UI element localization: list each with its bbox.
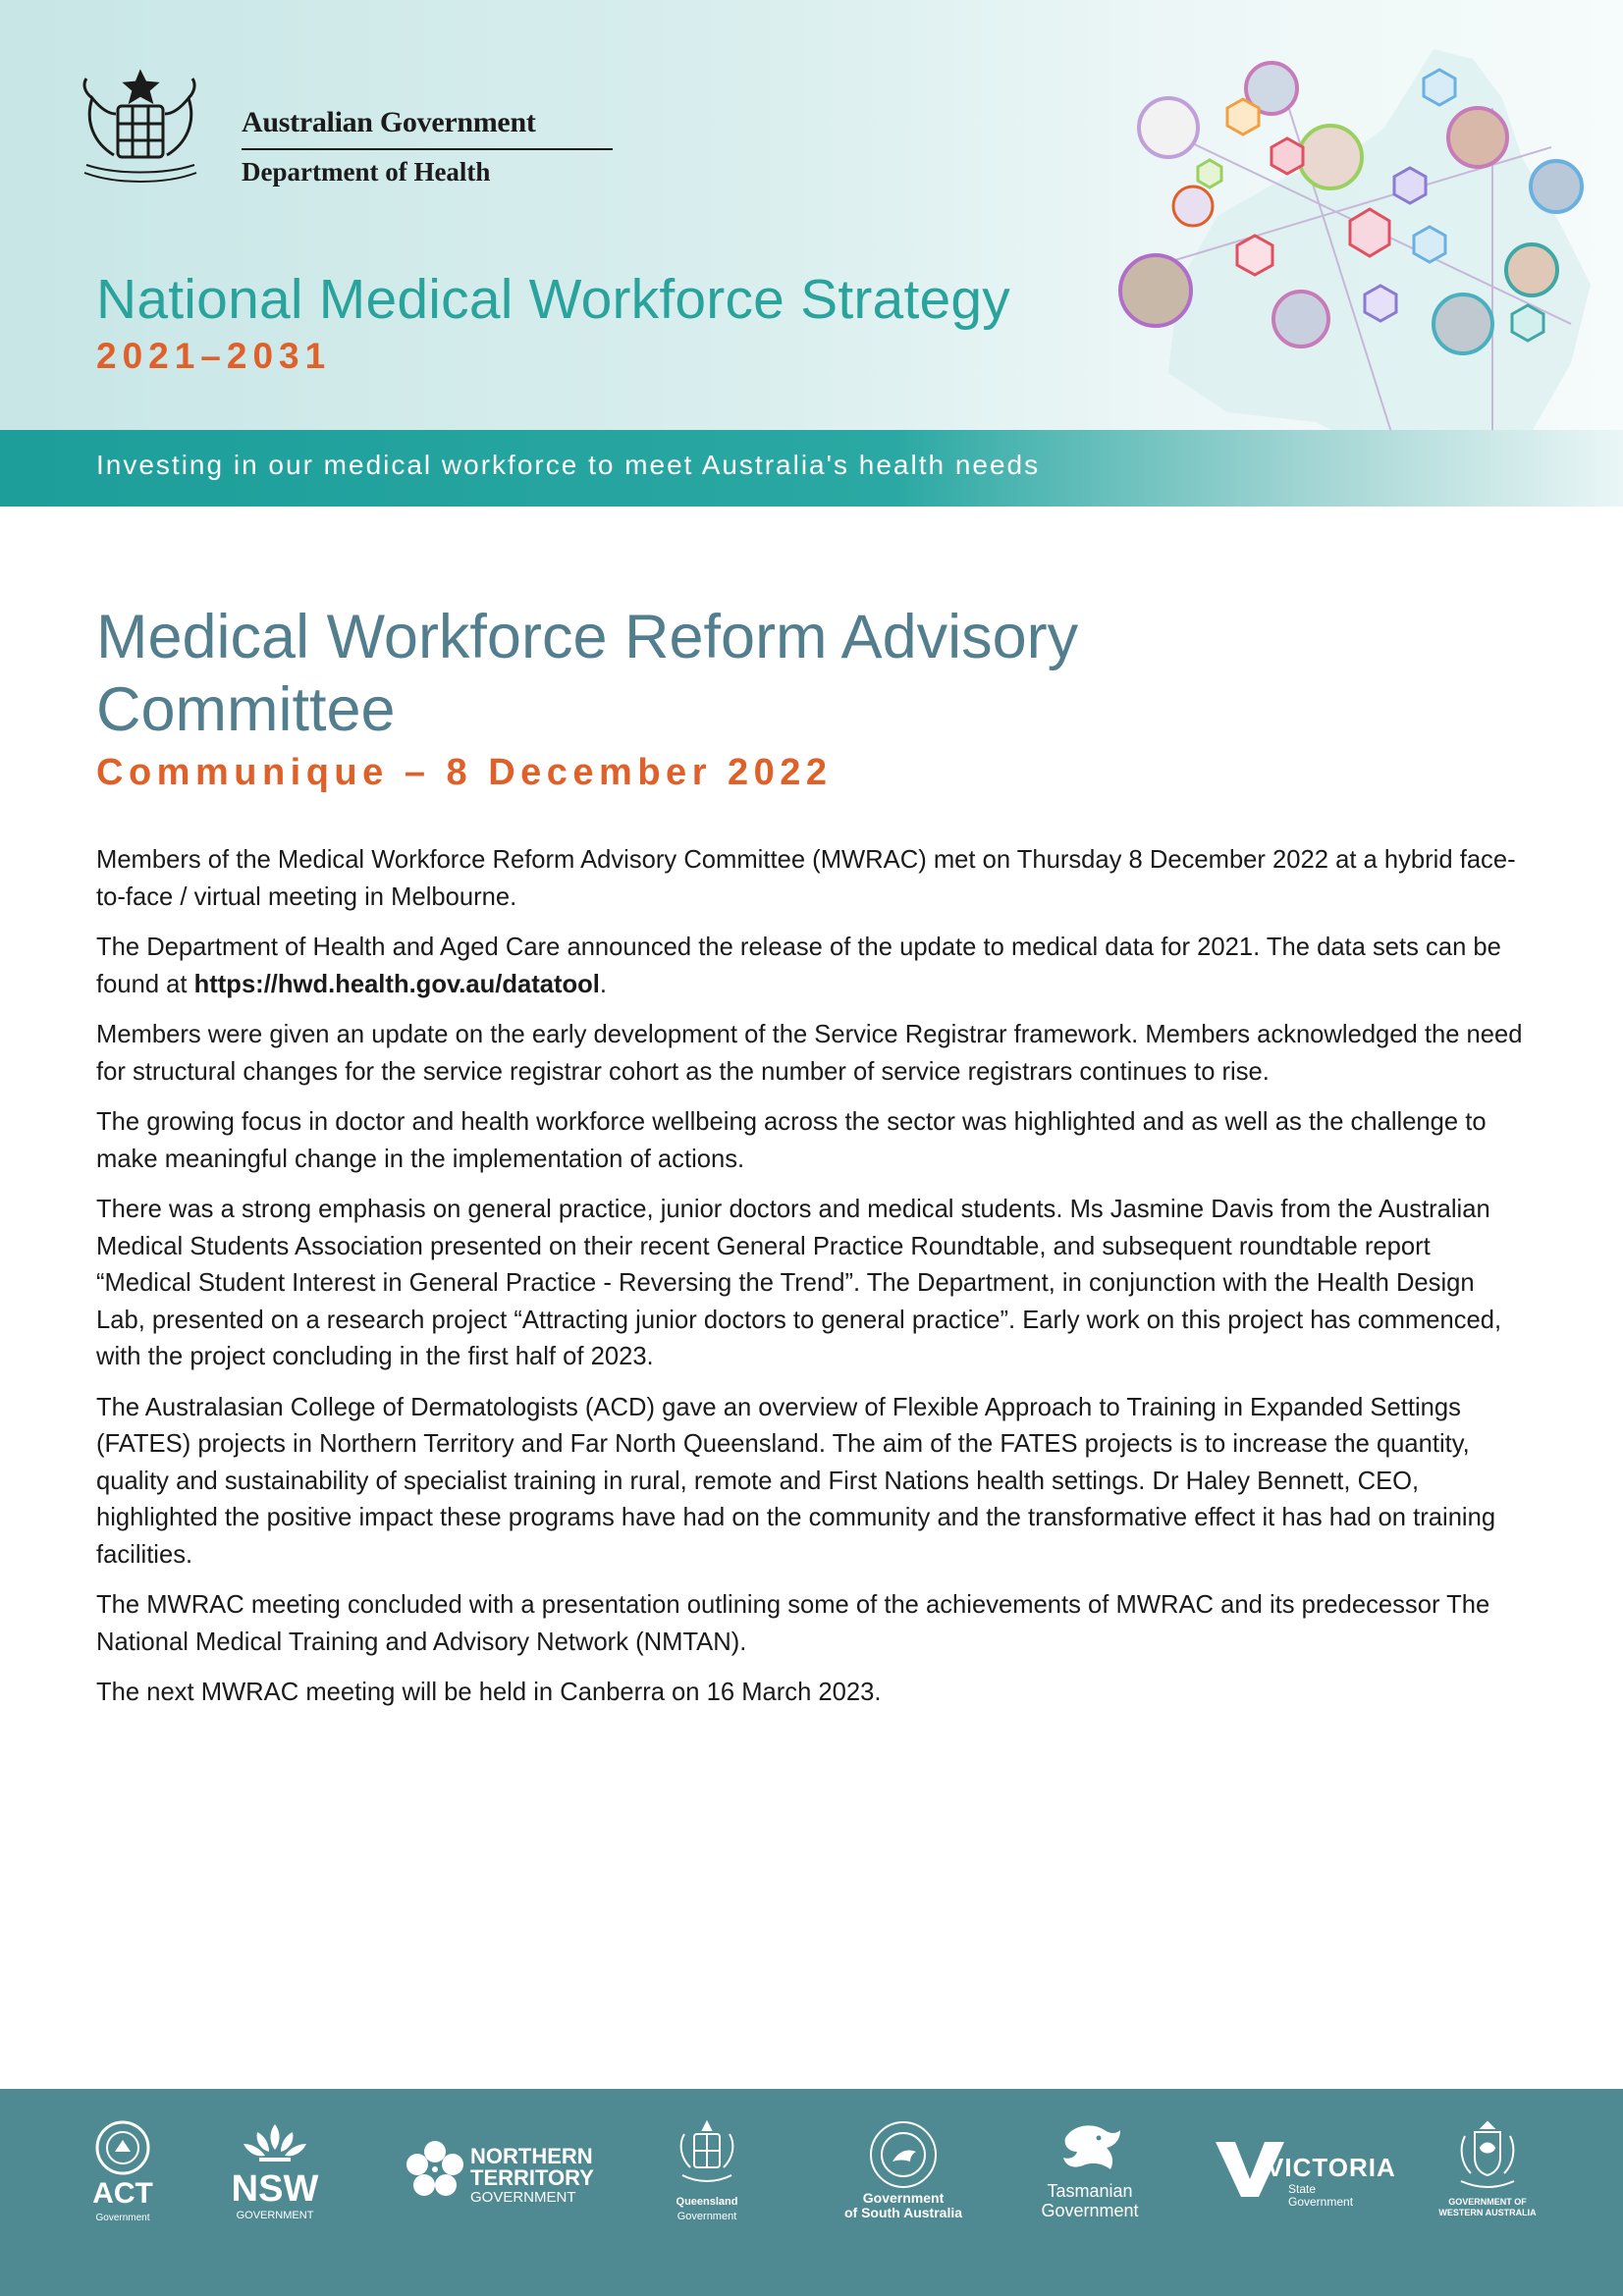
- nt-label-2: TERRITORY: [470, 2165, 594, 2190]
- divider: [242, 148, 613, 150]
- qld-government-logo: [648, 2118, 766, 2266]
- nt-government-logo: [398, 2118, 604, 2266]
- waratah-icon: [236, 2118, 314, 2169]
- communique-body: [96, 842, 1530, 1726]
- vic-sublabel-2: Government: [1288, 2195, 1354, 2209]
- document-subtitle: Communique – 8 December 2022: [96, 752, 833, 793]
- tagline: Investing in our medical workforce to meet Australia's health needs: [96, 450, 1041, 480]
- paragraph: Members were given an update on the early development of the Service Registrar framework. Members acknowledged the need for structural changes for the service registrar cohort as the number of service registrars continues to rise.: [96, 1021, 1523, 1086]
- paragraph-text-end: .: [599, 970, 608, 998]
- act-crest-icon: [93, 2118, 152, 2177]
- paragraph: The MWRAC meeting concluded with a presentation outlining some of the achievements of MWRAC and its predecessor The National Medical Training and Advisory Network (NMTAN).: [96, 1591, 1490, 1656]
- paragraph: The growing focus in doctor and health workforce wellbeing across the sector was highlighted and as well as the challenge to make meaningful change in the implementation of actions.: [96, 1108, 1487, 1173]
- nt-label-3: GOVERNMENT: [470, 2189, 576, 2206]
- wa-label-1: GOVERNMENT OF: [1448, 2197, 1527, 2207]
- tagline-bar: [0, 430, 1623, 507]
- desert-rose-icon: [404, 2138, 466, 2201]
- coat-of-arms-icon: [67, 65, 214, 194]
- tasmanian-devil-icon: [1055, 2118, 1124, 2181]
- tas-label-2: Government: [1041, 2201, 1139, 2220]
- act-government-logo: [69, 2118, 177, 2266]
- vic-label: VICTORIA: [1267, 2153, 1396, 2182]
- act-label: ACT: [92, 2177, 153, 2210]
- paragraph-text: The Department of Health and Aged Care announced the release of the update to medical data for 2021. The data sets can be found at: [96, 934, 1501, 998]
- government-branding: [67, 65, 558, 194]
- datatool-link[interactable]: https://hwd.health.gov.au/datatool: [193, 970, 600, 998]
- tas-government-logo: [1031, 2118, 1149, 2266]
- department-name: Department of Health: [242, 157, 491, 187]
- piping-shrike-icon: [867, 2118, 940, 2191]
- sa-label-1: Government: [862, 2190, 945, 2206]
- header-banner: [0, 0, 1623, 430]
- document-title: Medical Workforce Reform Advisory Committee: [96, 603, 1079, 744]
- tas-label-1: Tasmanian: [1047, 2181, 1133, 2201]
- qld-crest-icon: [673, 2118, 741, 2195]
- nsw-government-logo: [216, 2118, 334, 2266]
- wa-crest-icon: [1451, 2118, 1524, 2197]
- sa-government-logo: [830, 2118, 977, 2266]
- paragraph: Members of the Medical Workforce Reform Advisory Committee (MWRAC) met on Thursday 8 December 2022 at a hybrid face-to-face / virtual meeting in Melbourne.: [96, 846, 1516, 911]
- wa-label-2: WESTERN AUSTRALIA: [1438, 2208, 1537, 2217]
- qld-label-2: Government: [676, 2211, 737, 2222]
- vic-government-logo: [1216, 2118, 1396, 2266]
- strategy-title: National Medical Workforce Strategy: [96, 268, 1010, 331]
- paragraph-data-release: [96, 930, 1530, 1003]
- wa-government-logo: [1429, 2118, 1546, 2266]
- paragraph: The next MWRAC meeting will be held in Canberra on 16 March 2023.: [96, 1679, 882, 1706]
- strategy-years: 2021–2031: [96, 336, 332, 376]
- paragraph: The Australasian College of Dermatologists (ACD) gave an overview of Flexible Approach to Training in Expanded Settings (FATES) projects in Northern Territory and Far North Queensland. The aim of the FATES projects is to increase the quantity, quality and sustainability of specialist training in rural, remote and First Nations health settings. Dr Haley Bennett, CEO, highlighted the positive impact these programs have had on the community and the transformative effect it has had on training facilities.: [96, 1393, 1496, 1569]
- nt-label-1: NORTHERN: [470, 2144, 593, 2168]
- paragraph: There was a strong emphasis on general practice, junior doctors and medical students. Ms Jasmine Davis from the Australian Medical Students Association presented on their recent General Practice Roundtable, and subsequent roundtable report “Medical Student Interest in General Practice - Reversing the Trend”. The Department, in conjunction with the Health Design Lab, presented on a research project “Attracting junior doctors to general practice”. Early work on this project has commenced, with the project concluding in the first half of 2023.: [96, 1196, 1502, 1370]
- healthcare-collage-icon: [1100, 29, 1623, 430]
- government-name: Australian Government: [242, 106, 536, 138]
- footer-state-logos: [0, 2089, 1623, 2296]
- nsw-sublabel: GOVERNMENT: [236, 2210, 314, 2221]
- sa-label-2: of South Australia: [843, 2205, 963, 2220]
- nsw-label: NSW: [231, 2168, 319, 2210]
- qld-label-1: Queensland: [676, 2196, 738, 2208]
- vic-sublabel-1: State: [1288, 2182, 1317, 2196]
- act-sublabel: Government: [95, 2213, 150, 2223]
